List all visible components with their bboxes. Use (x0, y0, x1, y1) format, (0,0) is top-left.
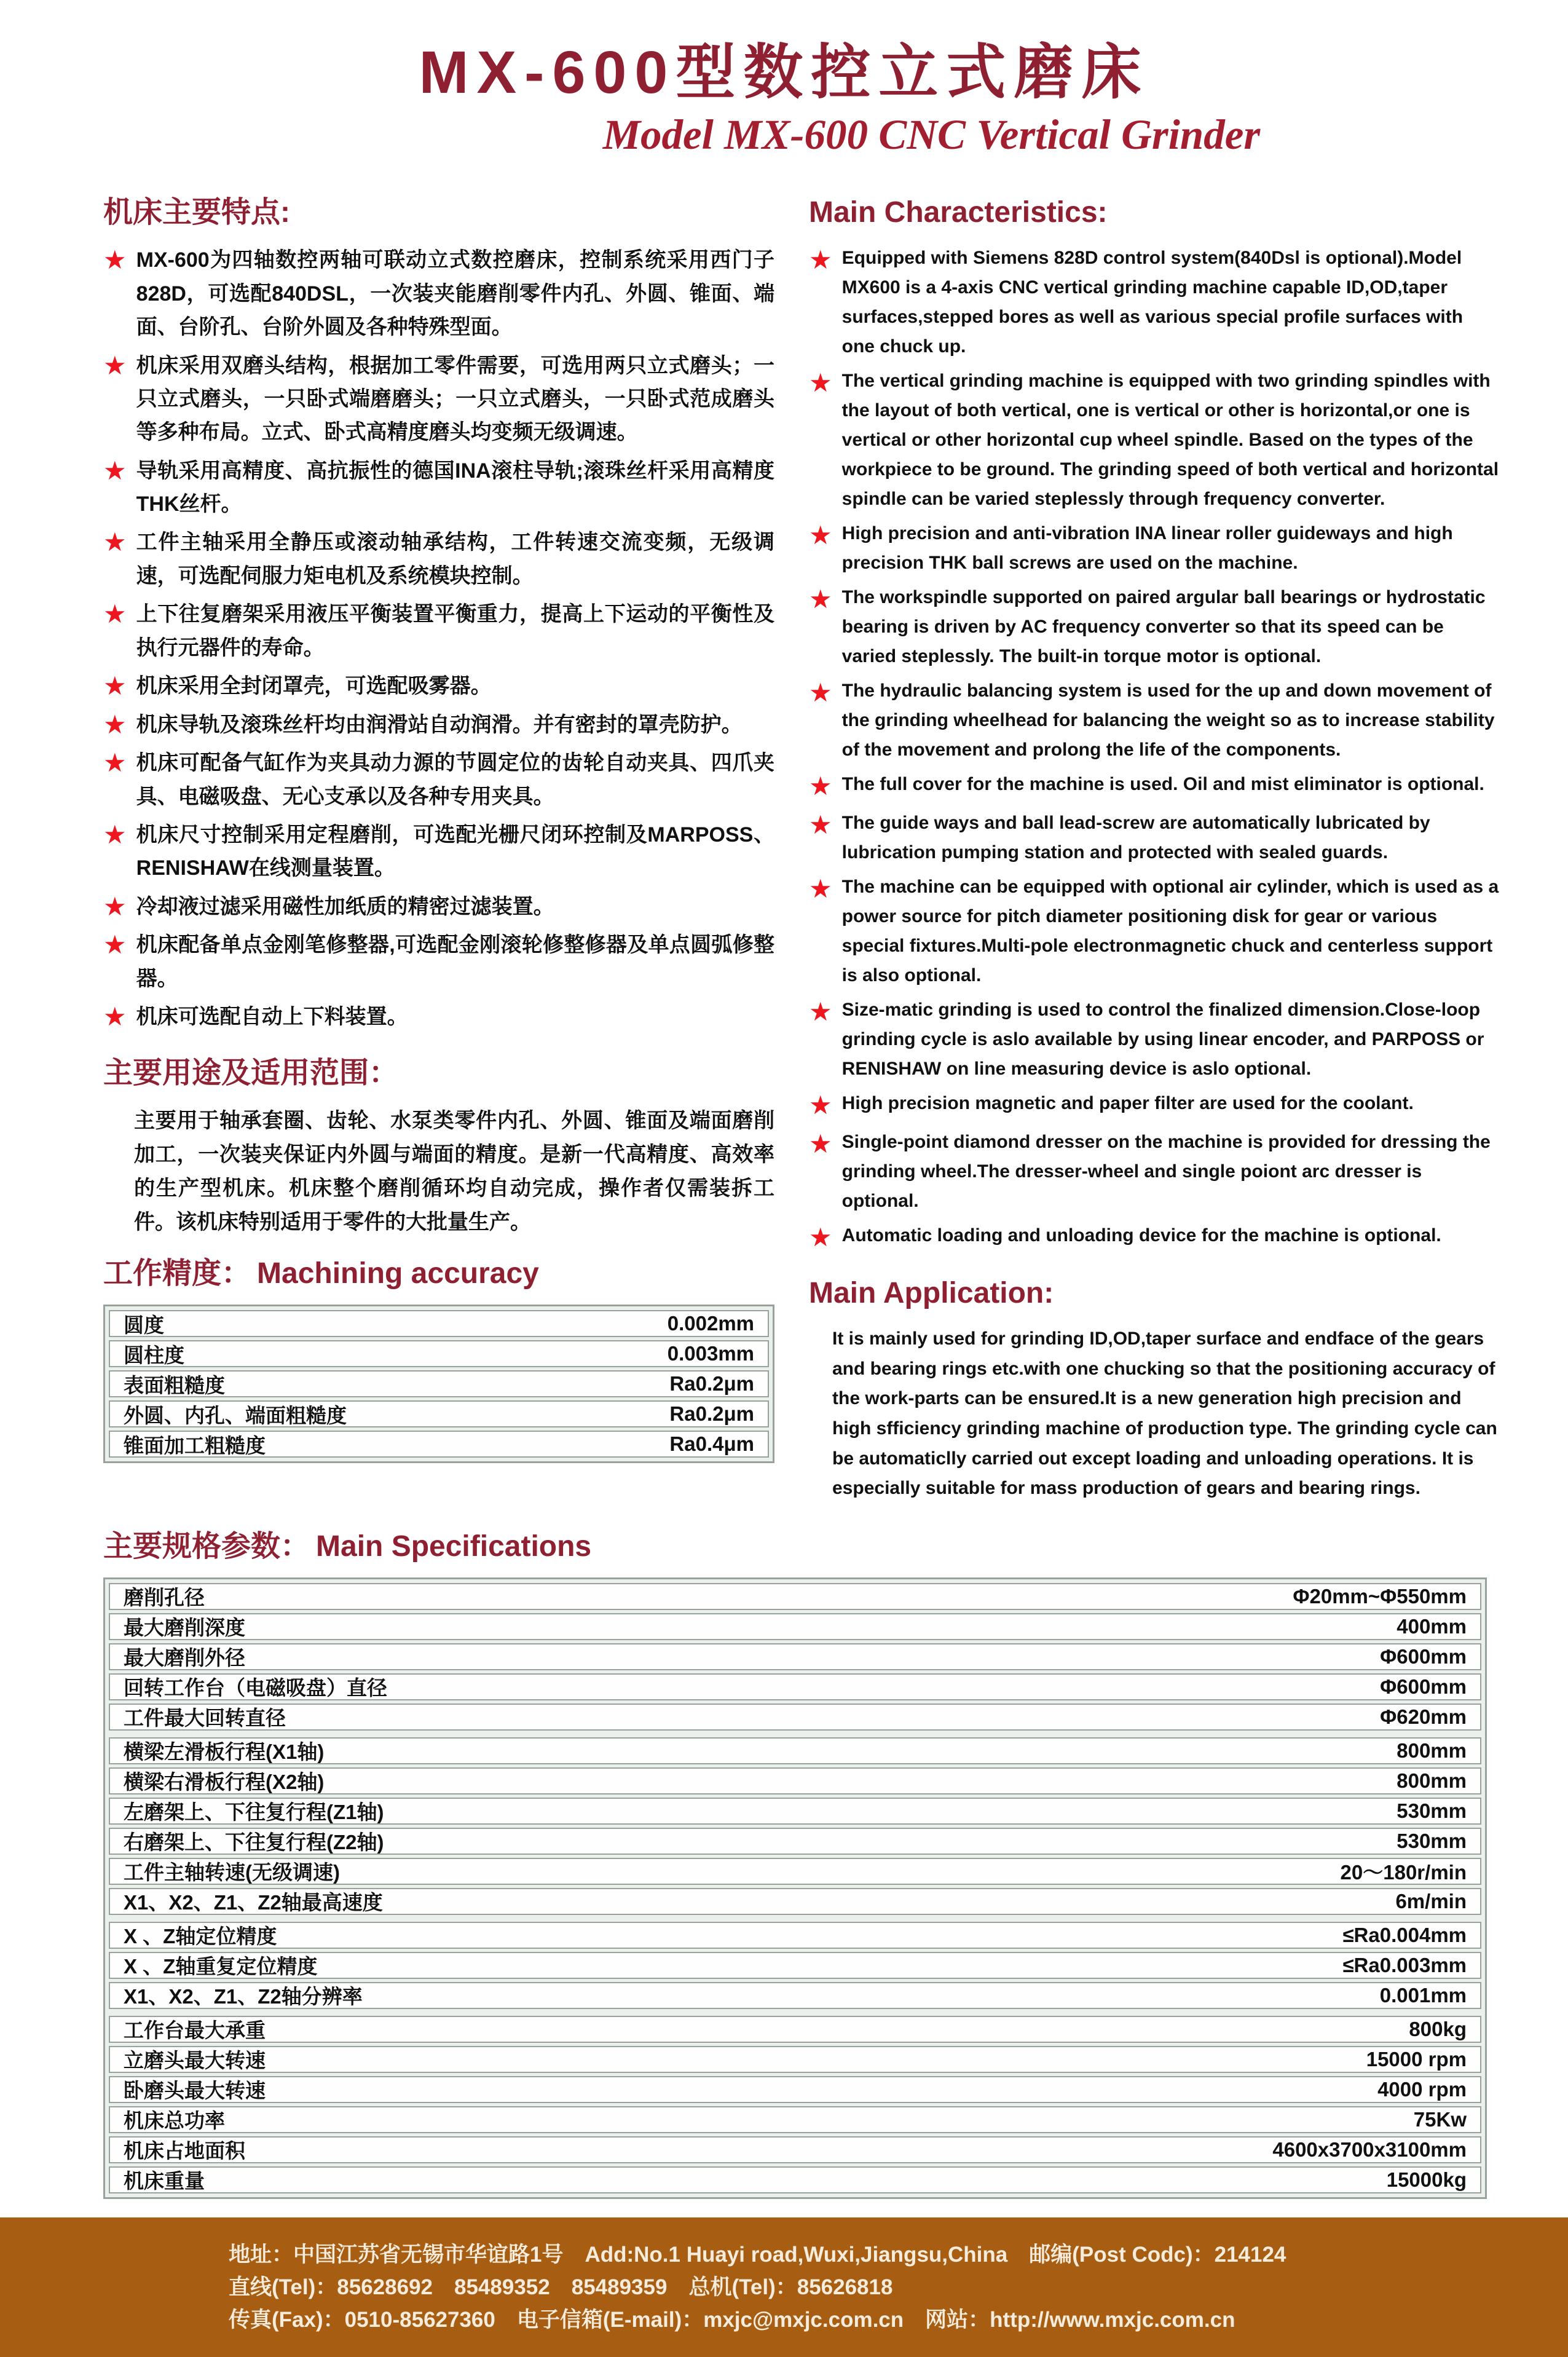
characteristic-text: Size-matic grinding is used to control the finalized dimension.Close-loop grinding cycle is aslo available by using linear encoder, and PARPOSS or RENISHAW on line measuring device is aslo optional. (841, 999, 1484, 1079)
specs-table-row (109, 2136, 1481, 2163)
right-column (809, 194, 1499, 1503)
star-icon: ★ (103, 527, 127, 557)
characteristic-text: The guide ways and ball lead-screw are automatically lubricated by lubrication pumping station and protected with sealed guards. (841, 812, 1430, 863)
feature-text: 机床导轨及滚珠丝杆均由润滑站自动润滑。并有密封的罩壳防护。 (136, 713, 743, 736)
feature-text: 导轨采用高精度、高抗振性的德国INA滚柱导轨;滚珠丝杆采用高精度THK丝杆。 (136, 459, 774, 516)
feature-item (103, 890, 774, 924)
feature-item (103, 454, 774, 521)
row-label: 卧磨头最大转速 (124, 2079, 266, 2102)
feature-text: 机床可选配自动上下料装置。 (136, 1005, 408, 1029)
star-icon: ★ (809, 772, 832, 801)
row-label: 磨削孔径 (124, 1586, 205, 1609)
features-list (103, 243, 774, 1033)
specs-table-row (109, 2106, 1481, 2133)
row-label: 表面粗糙度 (124, 1373, 225, 1397)
specs-table-row (109, 2016, 1481, 2043)
specs-header-cn: 主要规格参数： (103, 1530, 310, 1563)
specs-header-en: Main Specifications (316, 1530, 592, 1563)
features-header: 机床主要特点: (103, 196, 290, 229)
feature-item (103, 928, 774, 995)
row-value: Φ600mm (1380, 1675, 1467, 1698)
feature-item (103, 349, 774, 449)
row-label: X 、Z轴定位精度 (124, 1925, 277, 1948)
feature-text: 机床采用全封闭罩壳，可选配吸雾器。 (136, 674, 492, 698)
footer-line: 直线(Tel)：85628692 85489352 85489359 总机(Tel)：85626818 (229, 2275, 893, 2299)
specs-table-row (109, 2166, 1481, 2193)
row-value: 4600x3700x3100mm (1272, 2138, 1467, 2161)
accuracy-table-row (109, 1370, 769, 1397)
star-icon: ★ (809, 1129, 832, 1158)
specs-table-row (109, 1982, 1481, 2009)
row-label: 横梁右滑板行程(X2轴) (124, 1771, 325, 1794)
star-icon: ★ (809, 1222, 832, 1252)
row-label: 工件主轴转速(无级调速) (124, 1861, 340, 1884)
left-column (103, 194, 774, 1463)
row-label: 立磨头最大转速 (124, 2049, 266, 2072)
characteristic-text: Equipped with Siemens 828D control system(840Dsl is optional).Model MX600 is a 4-axis CNC vertical grinding machine capable ID,OD,taper surfaces,stepped bores as well as various special profile surfaces with one chuck up. (841, 248, 1464, 357)
footer-line: 传真(Fax)：0510-85627360 电子信箱(E-mail)：mxjc@mxjc.com.cn 网站：http://www.mxjc.com.cn (229, 2307, 1235, 2332)
row-value: 800kg (1409, 2017, 1467, 2040)
row-value: Φ600mm (1380, 1644, 1467, 1668)
feature-item (103, 243, 774, 344)
specs-table-row (109, 1643, 1481, 1670)
row-value: Φ620mm (1380, 1705, 1467, 1728)
row-value: 800mm (1397, 1739, 1467, 1762)
characteristic-text: High precision and anti-vibration INA linear roller guideways and high precision THK ball screws are used on the machine. (841, 523, 1453, 574)
row-value: Ra0.4μm (669, 1432, 754, 1456)
feature-item (103, 818, 774, 885)
row-label: 机床占地面积 (124, 2139, 245, 2163)
characteristic-text: Single-point diamond dresser on the machine is provided for dressing the grinding wheel.The dresser-wheel and single poiont arc dresser is optional. (841, 1131, 1491, 1211)
star-icon: ★ (809, 997, 832, 1026)
feature-text: MX-600为四轴数控两轴可联动立式数控磨床，控制系统采用西门子828D，可选配840DSL，一次装夹能磨削零件内孔、外圆、锥面、端面、台阶孔、台阶外圆及各种特殊型面。 (136, 248, 774, 339)
feature-item (103, 598, 774, 665)
star-icon: ★ (809, 810, 832, 839)
feature-item (103, 669, 774, 703)
accuracy-header-en: Machining accuracy (257, 1257, 539, 1290)
main-columns (0, 160, 1568, 1503)
row-value: 20～180r/min (1340, 1861, 1467, 1884)
row-value: Φ20mm~Φ550mm (1293, 1584, 1467, 1608)
star-icon: ★ (809, 585, 832, 614)
characteristic-item (809, 872, 1499, 990)
feature-item (103, 746, 774, 813)
row-value: Ra0.2μm (669, 1372, 754, 1396)
characteristic-item (809, 995, 1499, 1084)
row-value: 0.003mm (667, 1342, 754, 1365)
row-value: ≤Ra0.004mm (1342, 1923, 1467, 1946)
application-header-cn: 主要用途及适用范围： (103, 1056, 399, 1089)
accuracy-table (103, 1305, 774, 1463)
specs-table-row (109, 1952, 1481, 1979)
star-icon: ★ (103, 748, 127, 778)
row-value: 0.002mm (667, 1312, 754, 1335)
specs-section (0, 1504, 1568, 2199)
specs-table-row (109, 1737, 1481, 1764)
application-header-en: Main Application: (809, 1277, 1054, 1310)
characteristic-item (809, 1127, 1499, 1216)
row-label: 右磨架上、下往复行程(Z2轴) (124, 1831, 384, 1854)
row-value: Ra0.2μm (669, 1402, 754, 1426)
specs-table-row (109, 1888, 1481, 1915)
row-label: 圆度 (124, 1313, 164, 1336)
characteristic-item (809, 366, 1499, 514)
specs-table-row (109, 2046, 1481, 2073)
characteristic-text: The hydraulic balancing system is used for the up and down movement of the grinding wheelhead for balancing the weight so as to increase stability of the movement and prolong the life of the components. (841, 681, 1495, 760)
accuracy-table-row (109, 1340, 769, 1367)
characteristic-item (809, 1089, 1499, 1123)
star-icon: ★ (809, 245, 832, 275)
star-icon: ★ (103, 456, 127, 485)
star-icon: ★ (103, 599, 127, 629)
row-value: 530mm (1397, 1799, 1467, 1822)
characteristics-header: Main Characteristics: (809, 196, 1108, 229)
characteristic-item (809, 1221, 1499, 1255)
row-value: 800mm (1397, 1769, 1467, 1792)
specs-table-row (109, 1583, 1481, 1610)
feature-text: 上下往复磨架采用液压平衡装置平衡重力，提高上下运动的平衡性及执行元器件的寿命。 (136, 602, 774, 660)
characteristic-item (809, 676, 1499, 765)
characteristic-text: The full cover for the machine is used. Oil and mist eliminator is optional. (841, 774, 1484, 795)
star-icon: ★ (809, 1090, 832, 1119)
star-icon: ★ (809, 874, 832, 903)
row-label: X1、X2、Z1、Z2轴最高速度 (124, 1891, 383, 1914)
characteristic-text: The vertical grinding machine is equipped with two grinding spindles with the layout of both vertical, one is vertical or other is horizontal,or one is vertical or other horizontal cup wheel spindle. Based on the types of the workpiece to be ground. The grinding speed of both vertical and horizontal spindle can be varied steplessly through frequency converter. (841, 371, 1499, 510)
characteristics-list (809, 243, 1499, 1254)
row-label: 最大磨削外径 (124, 1646, 245, 1670)
star-icon: ★ (103, 671, 127, 701)
row-label: 工件最大回转直径 (124, 1707, 286, 1730)
row-value: 4000 rpm (1377, 2077, 1467, 2101)
star-icon: ★ (103, 709, 127, 739)
specs-table-row (109, 1673, 1481, 1700)
row-label: 最大磨削深度 (124, 1616, 245, 1640)
row-value: 400mm (1397, 1614, 1467, 1638)
feature-text: 工件主轴采用全静压或滚动轴承结构，工件转速交流变频，无级调速，可选配伺服力矩电机及系统模块控制。 (136, 531, 774, 588)
characteristic-item (809, 808, 1499, 867)
application-text-cn: 主要用于轴承套圈、齿轮、水泵类零件内孔、外圆、锥面及端面磨削加工，一次装夹保证内外圆与端面的精度。是新一代高精度、高效率的生产型机床。机床整个磨削循环均自动完成，操作者仅需装拆工件。该机床特别适用于零件的大批量生产。 (134, 1108, 774, 1234)
feature-text: 机床采用双磨头结构，根据加工零件需要，可选用两只立式磨头；一只立式磨头，一只卧式端磨磨头；一只立式磨头，一只卧式范成磨头等多种布局。立式、卧式高精度磨头均变频无级调速。 (136, 353, 774, 444)
characteristic-item (809, 770, 1499, 803)
characteristic-text: The workspindle supported on paired argular ball bearings or hydrostatic bearing is driven by AC frequency converter so that its speed can be varied steplessly. The built-in torque motor is optional. (841, 587, 1486, 667)
star-icon: ★ (103, 350, 127, 380)
specs-table (103, 1577, 1487, 2199)
row-value: 75Kw (1413, 2107, 1467, 2131)
accuracy-header-cn: 工作精度： (103, 1257, 251, 1290)
row-label: 圆柱度 (124, 1343, 184, 1367)
accuracy-table-row (109, 1431, 769, 1458)
characteristic-item (809, 583, 1499, 671)
page-header (0, 0, 1568, 160)
feature-item (103, 708, 774, 742)
specs-table-row (109, 1798, 1481, 1825)
star-icon: ★ (103, 245, 127, 275)
characteristic-item (809, 243, 1499, 361)
row-value: 530mm (1397, 1829, 1467, 1852)
accuracy-table-row (109, 1310, 769, 1337)
row-label: 外圆、内孔、端面粗糙度 (124, 1404, 347, 1427)
row-value: 6m/min (1395, 1889, 1467, 1913)
row-label: X1、X2、Z1、Z2轴分辨率 (124, 1985, 363, 2008)
specs-header (103, 1528, 1487, 1565)
characteristic-text: High precision magnetic and paper filter are used for the coolant. (841, 1092, 1414, 1113)
star-icon: ★ (809, 368, 832, 398)
row-label: 回转工作台（电磁吸盘）直径 (124, 1676, 387, 1700)
characteristic-item (809, 519, 1499, 578)
star-icon: ★ (809, 521, 832, 550)
row-value: 15000kg (1386, 2168, 1467, 2191)
application-text-en: It is mainly used for grinding ID,OD,taper surface and endface of the gears and bearing rings etc.with one chucking so that the positioning accuracy of the work-parts can be ensured.It is a new generation high precision and high sfficiency grinding machine of production type. The grinding cycle can be automaticlly carried out except loading and unloading operations. It is especially suitable for mass production of gears and bearing rings. (832, 1329, 1497, 1499)
page-subtitle: Model MX-600 CNC Vertical Grinder (602, 111, 1261, 158)
page-title: MX-600型数控立式磨床 (419, 39, 1149, 106)
characteristic-text: The machine can be equipped with optional air cylinder, which is used as a power source for pitch diameter positioning disk for gear or various special fixtures.Multi-pole electronmagnetic chuck and centerless support is also optional. (841, 876, 1499, 985)
row-label: 横梁左滑板行程(X1轴) (124, 1740, 325, 1764)
feature-item (103, 526, 774, 593)
accuracy-header (103, 1255, 774, 1292)
feature-text: 机床配备单点金刚笔修整器,可选配金刚滚轮修整修器及单点圆弧修整器。 (136, 933, 774, 990)
row-value: ≤Ra0.003mm (1342, 1953, 1467, 1976)
row-label: 锥面加工粗糙度 (124, 1434, 266, 1457)
star-icon: ★ (103, 820, 127, 849)
specs-table-row (109, 1828, 1481, 1855)
row-label: X 、Z轴重复定位精度 (124, 1955, 318, 1978)
feature-item (103, 1000, 774, 1034)
row-label: 机床总功率 (124, 2109, 225, 2133)
specs-table-row (109, 1858, 1481, 1885)
row-label: 机床重量 (124, 2169, 205, 2193)
feature-text: 机床尺寸控制采用定程磨削，可选配光栅尺闭环控制及MARPOSS、RENISHAW在线测量装置。 (136, 823, 774, 880)
footer-line: 地址：中国江苏省无锡市华谊路1号 Add:No.1 Huayi road,Wuxi,Jiangsu,China 邮编(Post Codc)：214124 (229, 2242, 1286, 2267)
star-icon: ★ (103, 891, 127, 921)
characteristic-text: Automatic loading and unloading device for the machine is optional. (841, 1225, 1441, 1246)
specs-table-row (109, 1767, 1481, 1794)
star-icon: ★ (103, 930, 127, 960)
feature-text: 机床可配备气缸作为夹具动力源的节圆定位的齿轮自动夹具、四爪夹具、电磁吸盘、无心支承以及各种专用夹具。 (136, 751, 774, 808)
specs-table-row (109, 1704, 1481, 1731)
row-label: 左磨架上、下往复行程(Z1轴) (124, 1801, 384, 1824)
row-value: 15000 rpm (1366, 2047, 1467, 2071)
feature-text: 冷却液过滤采用磁性加纸质的精密过滤装置。 (136, 894, 554, 918)
specs-table-row (109, 1922, 1481, 1949)
specs-table-row (109, 2076, 1481, 2103)
star-icon: ★ (809, 678, 832, 708)
row-value: 0.001mm (1379, 1983, 1467, 2007)
accuracy-table-row (109, 1400, 769, 1427)
footer (0, 2217, 1568, 2357)
star-icon: ★ (103, 1002, 127, 1032)
row-label: 工作台最大承重 (124, 2019, 266, 2042)
specs-table-row (109, 1613, 1481, 1640)
